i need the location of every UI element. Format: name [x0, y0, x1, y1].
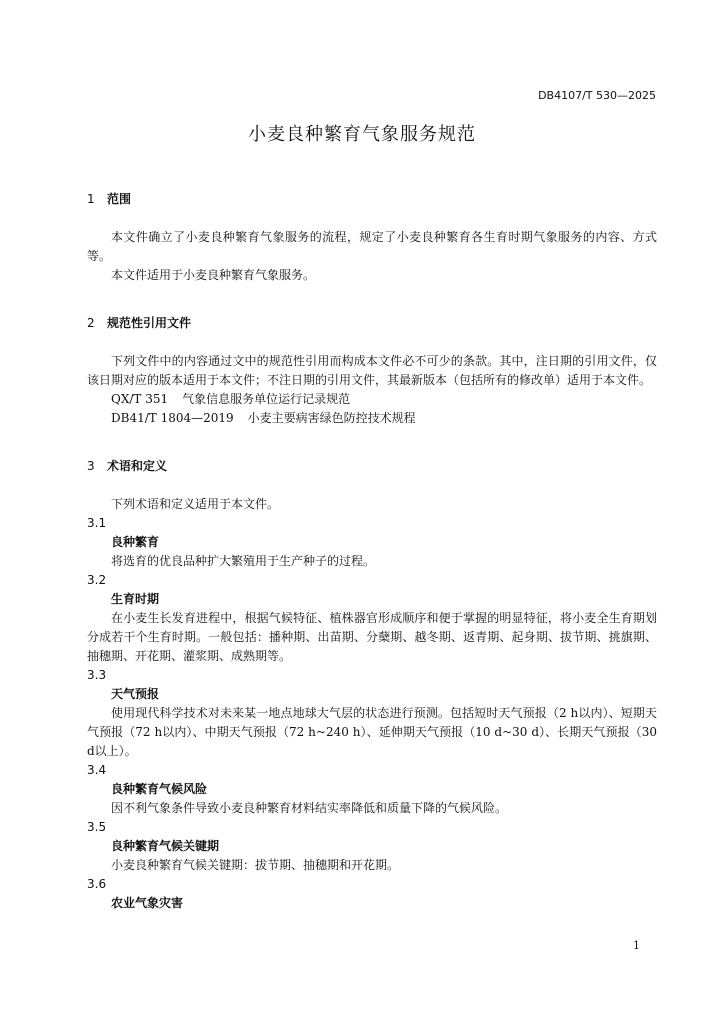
- term-name: 良种繁育: [111, 535, 160, 549]
- term-definition: 将选育的优良品种扩大繁殖用于生产种子的过程。: [111, 554, 376, 568]
- section-heading-normative-references: [87, 314, 657, 333]
- term-number: 3.4: [87, 763, 107, 777]
- section-heading-terms-definitions: [87, 457, 657, 476]
- term-name: 良种繁育气候风险: [111, 782, 208, 796]
- term-name: 农业气象灾害: [111, 896, 184, 910]
- term-number: 3.5: [87, 820, 107, 834]
- page-number: 1: [633, 939, 640, 952]
- term-definition: 因不利气象条件导致小麦良种繁育材料结实率降低和质量下降的气候风险。: [111, 801, 508, 815]
- section-title: 术语和定义: [107, 459, 168, 473]
- reference-item: [87, 409, 657, 428]
- term-name: 良种繁育气候关键期: [111, 839, 220, 853]
- section-number: 3: [87, 459, 95, 473]
- term-definition: 小麦良种繁育气候关键期：拔节期、抽穗期和开花期。: [111, 858, 400, 872]
- section-number: 2: [87, 316, 95, 330]
- paragraph: 下列文件中的内容通过文中的规范性引用而构成本文件必不可少的条款。其中，注日期的引用文件，仅该日期对应的版本适用于本文件；不注日期的引用文件，其最新版本（包括所有的修改单）适用于本文件。: [87, 354, 657, 387]
- term-name: 天气预报: [111, 687, 160, 701]
- section-title: 范围: [107, 192, 132, 206]
- term-name: 生育时期: [111, 592, 160, 606]
- term-number: 3.6: [87, 877, 107, 891]
- reference-code: DB41/T 1804—2019: [111, 411, 234, 425]
- term-number: 3.3: [87, 668, 107, 682]
- term-number: 3.1: [87, 516, 107, 530]
- document-code: DB4107/T 530—2025: [538, 89, 656, 102]
- term-definition: 在小麦生长发育进程中，根据气候特征、植株器官形成顺序和便于掌握的明显特征，将小麦全生育期划分成若干个生育时期。一般包括：播种期、出苗期、分蘖期、越冬期、返青期、起身期、拔节期、挑旗期、抽穗期、开花期、灌浆期、成熟期等。: [87, 611, 657, 663]
- reference-title: 气象信息服务单位运行记录规范: [182, 392, 351, 406]
- term-definition: 使用现代科学技术对未来某一地点地球大气层的状态进行预测。包括短时天气预报（2 h以内）、短期天气预报（72 h以内）、中期天气预报（72 h~240 h）、延伸期天气预报（10 d~30 d）、长期天气预报（30 d以上）。: [87, 706, 657, 758]
- section-title: 规范性引用文件: [107, 316, 192, 330]
- section-heading-scope: [87, 190, 657, 209]
- document-title: 小麦良种繁育气象服务规范: [248, 124, 476, 145]
- document-body: [87, 180, 657, 913]
- reference-title: 小麦主要病害绿色防控技术规程: [247, 411, 416, 425]
- reference-code: QX/T 351: [111, 392, 169, 406]
- paragraph: 本文件确立了小麦良种繁育气象服务的流程，规定了小麦良种繁育各生育时期气象服务的内容、方式等。: [87, 230, 657, 263]
- paragraph: 本文件适用于小麦良种繁育气象服务。: [111, 268, 316, 282]
- paragraph: 下列术语和定义适用于本文件。: [111, 497, 280, 511]
- reference-item: [87, 390, 657, 409]
- term-number: 3.2: [87, 573, 107, 587]
- section-number: 1: [87, 192, 95, 206]
